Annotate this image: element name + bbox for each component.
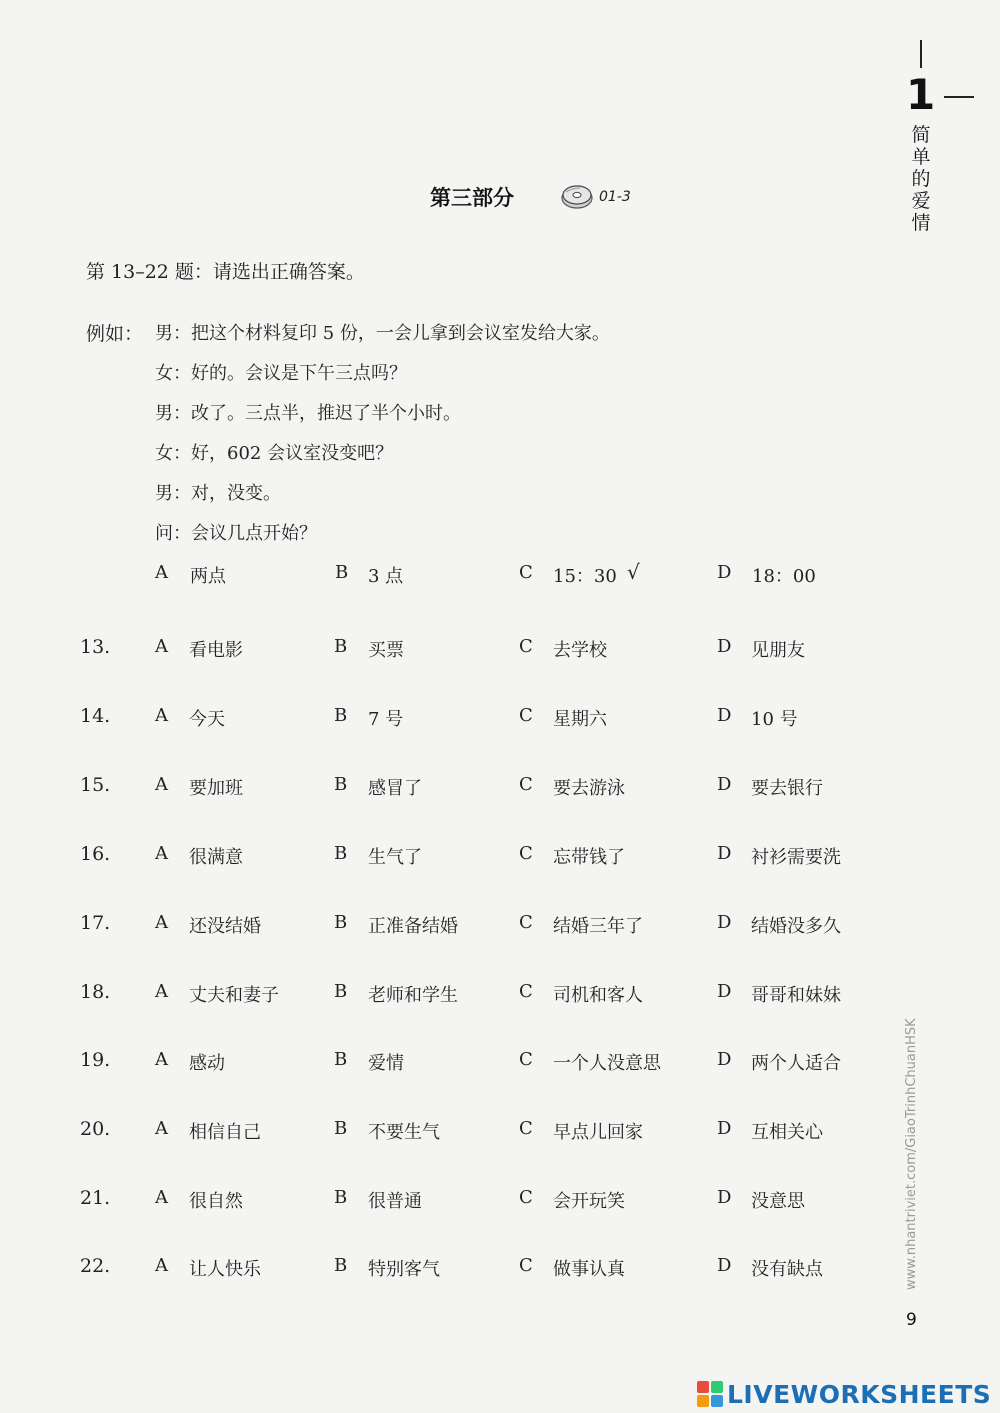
option-text[interactable]: 早点儿回家 [553,1122,643,1143]
option-letter[interactable]: C [519,1187,533,1208]
option-letter[interactable]: A [155,1049,168,1070]
instruction-text: 第 13–22 题：请选出正确答案。 [86,261,365,283]
option-text[interactable]: 7 号 [368,709,404,730]
option-letter[interactable]: B [334,1049,348,1070]
option-text[interactable]: 很满意 [189,847,243,868]
option-text[interactable]: 今天 [189,709,225,730]
option-text[interactable]: 一个人没意思 [553,1053,661,1074]
option-text[interactable]: 生气了 [368,847,422,868]
option-text[interactable]: 要去游泳 [553,778,625,799]
option-letter[interactable]: A [155,1255,168,1276]
option-letter[interactable]: D [717,843,732,864]
side-watermark-url: www.nhantriviet.com/GiaoTrinhChuanHSK [904,1018,919,1290]
option-letter[interactable]: A [155,636,168,657]
option-text[interactable]: 特别客气 [368,1259,440,1280]
question-number: 15. [80,774,111,796]
option-letter[interactable]: C [519,1255,533,1276]
section-title: 第三部分 [430,186,514,210]
option-letter[interactable]: D [717,1118,732,1139]
option-letter[interactable]: A [155,774,168,795]
option-letter[interactable]: C [519,912,533,933]
option-text[interactable]: 正准备结婚 [368,916,458,937]
option-text[interactable]: 忘带钱了 [553,847,625,868]
option-text[interactable]: 司机和客人 [553,985,643,1006]
chapter-number: 1 [906,70,936,119]
question-number: 16. [80,843,111,865]
example-option-text: 两点 [190,566,226,587]
option-text[interactable]: 感动 [189,1053,225,1074]
option-letter[interactable]: C [519,981,533,1002]
option-letter[interactable]: A [155,843,168,864]
option-letter[interactable]: A [155,1187,168,1208]
option-text[interactable]: 很自然 [189,1191,243,1212]
option-text[interactable]: 星期六 [553,709,607,730]
question-number: 20. [80,1118,111,1140]
question-number: 19. [80,1049,111,1071]
option-text[interactable]: 买票 [368,640,404,661]
option-text[interactable]: 结婚三年了 [553,916,643,937]
option-letter[interactable]: A [155,981,168,1002]
chapter-title: 简单的爱情 [911,124,931,234]
option-text[interactable]: 没意思 [751,1191,805,1212]
option-text[interactable]: 要加班 [189,778,243,799]
option-text[interactable]: 还没结婚 [189,916,261,937]
logo-tile [697,1381,709,1393]
question-number: 13. [80,636,111,658]
example-option-letter: A [155,562,168,583]
option-letter[interactable]: D [717,912,732,933]
dialogue-line: 女：好的。会议是下午三点吗？ [155,363,407,384]
correct-check-mark: √ [627,560,640,584]
option-text[interactable]: 去学校 [553,640,607,661]
option-text[interactable]: 丈夫和妻子 [189,985,279,1006]
dialogue-line: 男：对，没变。 [155,483,281,504]
example-option-letter: C [519,562,533,583]
option-letter[interactable]: C [519,774,533,795]
question-number: 14. [80,705,111,727]
option-letter[interactable]: D [717,1255,732,1276]
liveworksheets-logo-icon [697,1381,723,1407]
option-letter[interactable]: B [334,1255,348,1276]
question-number: 21. [80,1187,111,1209]
option-letter[interactable]: B [334,636,348,657]
audio-track-number: 01-3 [599,189,631,205]
logo-tile [711,1381,723,1393]
option-letter[interactable]: B [334,912,348,933]
example-option-text: 18：00 [752,566,816,587]
audio-cd-icon[interactable] [560,183,594,209]
option-text[interactable]: 不要生气 [368,1122,440,1143]
chapter-marker-dash [944,96,974,98]
logo-tile [697,1395,709,1407]
option-letter[interactable]: D [717,636,732,657]
option-letter[interactable]: C [519,636,533,657]
option-text[interactable]: 结婚没多久 [751,916,841,937]
option-text[interactable]: 衬衫需要洗 [751,847,841,868]
option-letter[interactable]: C [519,705,533,726]
option-text[interactable]: 要去银行 [751,778,823,799]
question-number: 18. [80,981,111,1003]
liveworksheets-wordmark: LIVEWORKSHEETS [727,1379,992,1409]
option-text[interactable]: 相信自己 [189,1122,261,1143]
liveworksheets-brand[interactable] [697,1377,991,1411]
option-letter[interactable]: B [334,1118,348,1139]
option-letter[interactable]: A [155,912,168,933]
option-letter[interactable]: C [519,1049,533,1070]
option-letter[interactable]: B [334,774,348,795]
question-number: 22. [80,1255,111,1277]
option-letter[interactable]: C [519,843,533,864]
option-text[interactable]: 会开玩笑 [553,1191,625,1212]
option-text[interactable]: 互相关心 [751,1122,823,1143]
option-text[interactable]: 哥哥和妹妹 [751,985,841,1006]
option-letter[interactable]: A [155,1118,168,1139]
option-text[interactable]: 感冒了 [368,778,422,799]
option-text[interactable]: 让人快乐 [189,1259,261,1280]
chapter-marker-line [920,40,922,68]
example-option-letter: D [717,562,732,583]
dialogue-question: 问：会议几点开始？ [155,523,317,544]
example-option-letter: B [335,562,349,583]
example-option-text: 15：30 [553,566,617,587]
option-text[interactable]: 很普通 [368,1191,422,1212]
option-letter[interactable]: C [519,1118,533,1139]
dialogue-line: 女：好，602 会议室没变吧？ [155,443,394,464]
option-text[interactable]: 爱情 [368,1053,404,1074]
option-text[interactable]: 见朋友 [751,640,805,661]
option-text[interactable]: 看电影 [189,640,243,661]
option-letter[interactable]: D [717,1049,732,1070]
option-text[interactable]: 两个人适合 [751,1053,841,1074]
option-letter[interactable]: D [717,981,732,1002]
question-number: 17. [80,912,111,934]
dialogue-line: 男：把这个材料复印 5 份，一会儿拿到会议室发给大家。 [155,323,610,344]
option-letter[interactable]: B [334,843,348,864]
logo-tile [711,1395,723,1407]
option-text[interactable]: 做事认真 [553,1259,625,1280]
option-letter[interactable]: B [334,705,348,726]
example-label: 例如： [86,323,144,345]
example-option-text: 3 点 [368,566,404,587]
option-letter[interactable]: B [334,981,348,1002]
option-letter[interactable]: D [717,1187,732,1208]
option-text[interactable]: 10 号 [751,709,798,730]
option-letter[interactable]: A [155,705,168,726]
dialogue-line: 男：改了。三点半，推迟了半个小时。 [155,403,461,424]
option-text[interactable]: 没有缺点 [751,1259,823,1280]
page-number: 9 [906,1310,917,1330]
option-letter[interactable]: D [717,774,732,795]
option-letter[interactable]: B [334,1187,348,1208]
option-text[interactable]: 老师和学生 [368,985,458,1006]
option-letter[interactable]: D [717,705,732,726]
